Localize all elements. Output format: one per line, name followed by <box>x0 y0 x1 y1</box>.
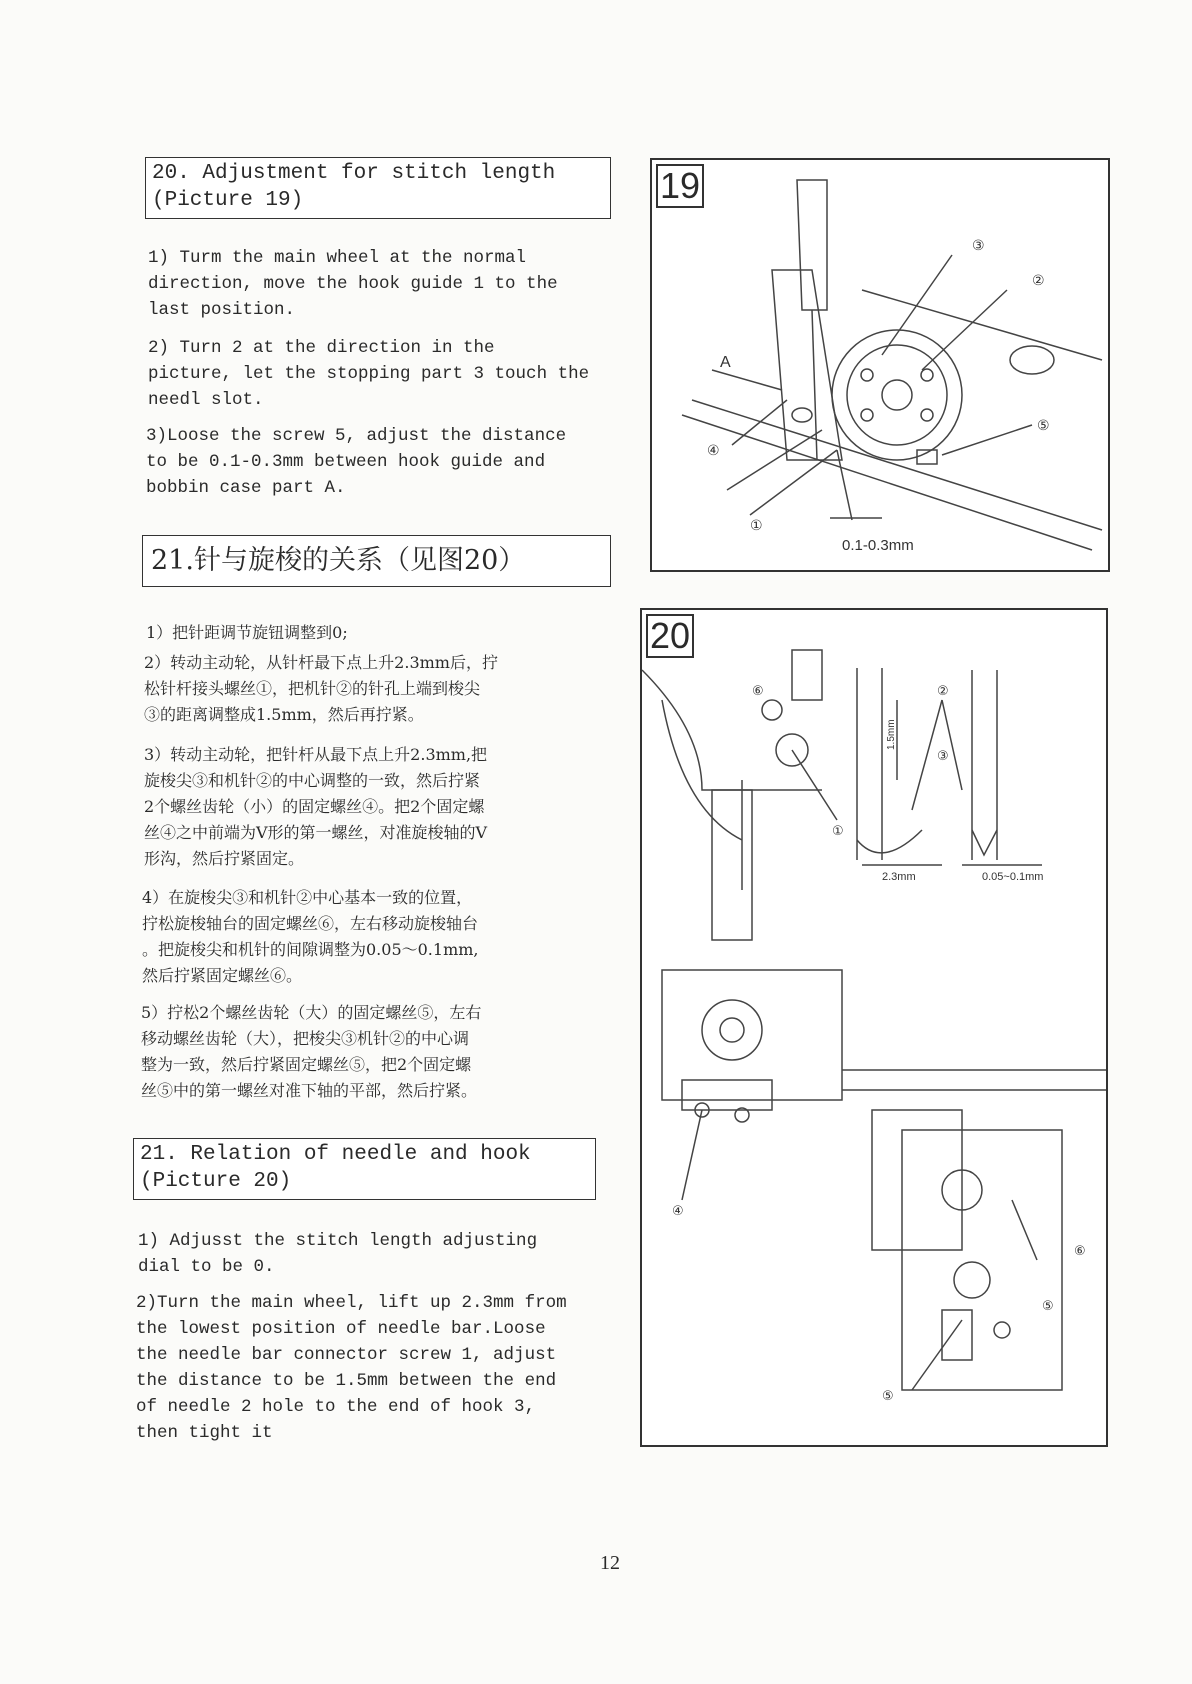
section-20-title: 20. Adjustment for stitch length <box>152 162 556 185</box>
figure-19-illustration <box>652 160 1108 570</box>
figure-20-dim-vertical: 1.5mm <box>886 719 897 750</box>
section-21-cn-step-2: 2）转动主动轮，从针杆最下点上升2.3mm后，拧 松针杆接头螺丝①，把机针②的针孔上端到梭尖 ③的距离调整成1.5mm，然后再拧紧。 <box>144 653 498 724</box>
figure-20-callout-3: ③ <box>937 748 949 763</box>
figure-19-callout-4: ④ <box>707 442 720 458</box>
figure-19 <box>650 158 1110 572</box>
section-20-heading <box>145 157 611 219</box>
figure-19-dimension: 0.1-0.3mm <box>842 537 914 554</box>
section-21-cn-title: 21.针与旋梭的关系（见图20） <box>151 545 526 576</box>
section-21-en-subtitle: (Picture 20) <box>140 1170 292 1193</box>
figure-20-callout-2: ② <box>937 683 949 698</box>
figure-19-number: 19 <box>656 164 704 208</box>
figure-20-callout-6-bottom: ⑥ <box>1074 1243 1086 1258</box>
page-number: 12 <box>600 1552 620 1574</box>
figure-19-callout-5: ⑤ <box>1037 417 1050 433</box>
figure-19-callout-2: ② <box>1032 272 1045 288</box>
section-21-cn-step-1: 1）把针距调节旋钮调整到0; <box>146 623 348 642</box>
section-21-cn-heading <box>142 535 611 587</box>
figure-20-callout-5: ⑤ <box>882 1388 894 1403</box>
section-21-cn-step-3: 3）转动主动轮，把针杆从最下点上升2.3mm,把 旋梭尖③和机针②的中心调整的一致，然后拧紧 2个螺丝齿轮（小）的固定螺丝④。把2个固定螺 丝④之中前端为V形的第一螺丝，对准旋梭轴的V 形沟，然后拧紧固定。 <box>144 745 488 868</box>
figure-20-number: 20 <box>646 614 694 658</box>
figure-20-callout-1: ① <box>832 823 844 838</box>
figure-20-callout-4: ④ <box>672 1203 684 1218</box>
section-21-cn-step-4: 4）在旋梭尖③和机针②中心基本一致的位置， 拧松旋梭轴台的固定螺丝⑥，左右移动旋梭轴台 。把旋梭尖和机针的间隙调整为0.05～0.1mm, 然后拧紧固定螺丝⑥。 <box>142 888 479 985</box>
section-21-en-title: 21. Relation of needle and hook <box>140 1143 531 1166</box>
figure-20 <box>640 608 1108 1447</box>
figure-19-callout-3: ③ <box>972 237 985 253</box>
section-21-en-step-1: 1) Adjusst the stitch length adjusting dial to be 0. <box>138 1231 538 1277</box>
section-20-step-3: 3)Loose the screw 5, adjust the distance to be 0.1-0.3mm between hook guide and bobbin case part A. <box>146 426 567 498</box>
figure-20-callout-5-bottom: ⑤ <box>1042 1298 1054 1313</box>
section-20-subtitle: (Picture 19) <box>152 189 304 212</box>
section-20-step-1: 1) Turm the main wheel at the normal direction, move the hook guide 1 to the last position. <box>148 248 558 320</box>
section-20-step-2: 2) Turn 2 at the direction in the picture, let the stopping part 3 touch the needl slot. <box>148 338 590 410</box>
figure-20-dim-left: 2.3mm <box>882 871 916 883</box>
figure-20-callout-6-top: ⑥ <box>752 683 764 698</box>
figure-20-dim-right: 0.05~0.1mm <box>982 871 1044 883</box>
figure-20-illustration <box>642 610 1106 1445</box>
figure-19-callout-1: ① <box>750 517 763 533</box>
section-21-en-heading <box>133 1138 596 1200</box>
figure-19-label-a: A <box>720 354 731 371</box>
section-21-en-step-2: 2)Turn the main wheel, lift up 2.3mm from the lowest position of needle bar.Loose the needle bar connector screw 1, adjust the distance to be 1.5mm between the end of needle 2 hole to the end of hook 3, then tight it <box>136 1293 567 1443</box>
section-21-cn-step-5: 5）拧松2个螺丝齿轮（大）的固定螺丝⑤，左右 移动螺丝齿轮（大），把梭尖③机针②的中心调 整为一致，然后拧紧固定螺丝⑤，把2个固定螺 丝⑤中的第一螺丝对准下轴的平部，然后拧紧。 <box>141 1003 482 1100</box>
